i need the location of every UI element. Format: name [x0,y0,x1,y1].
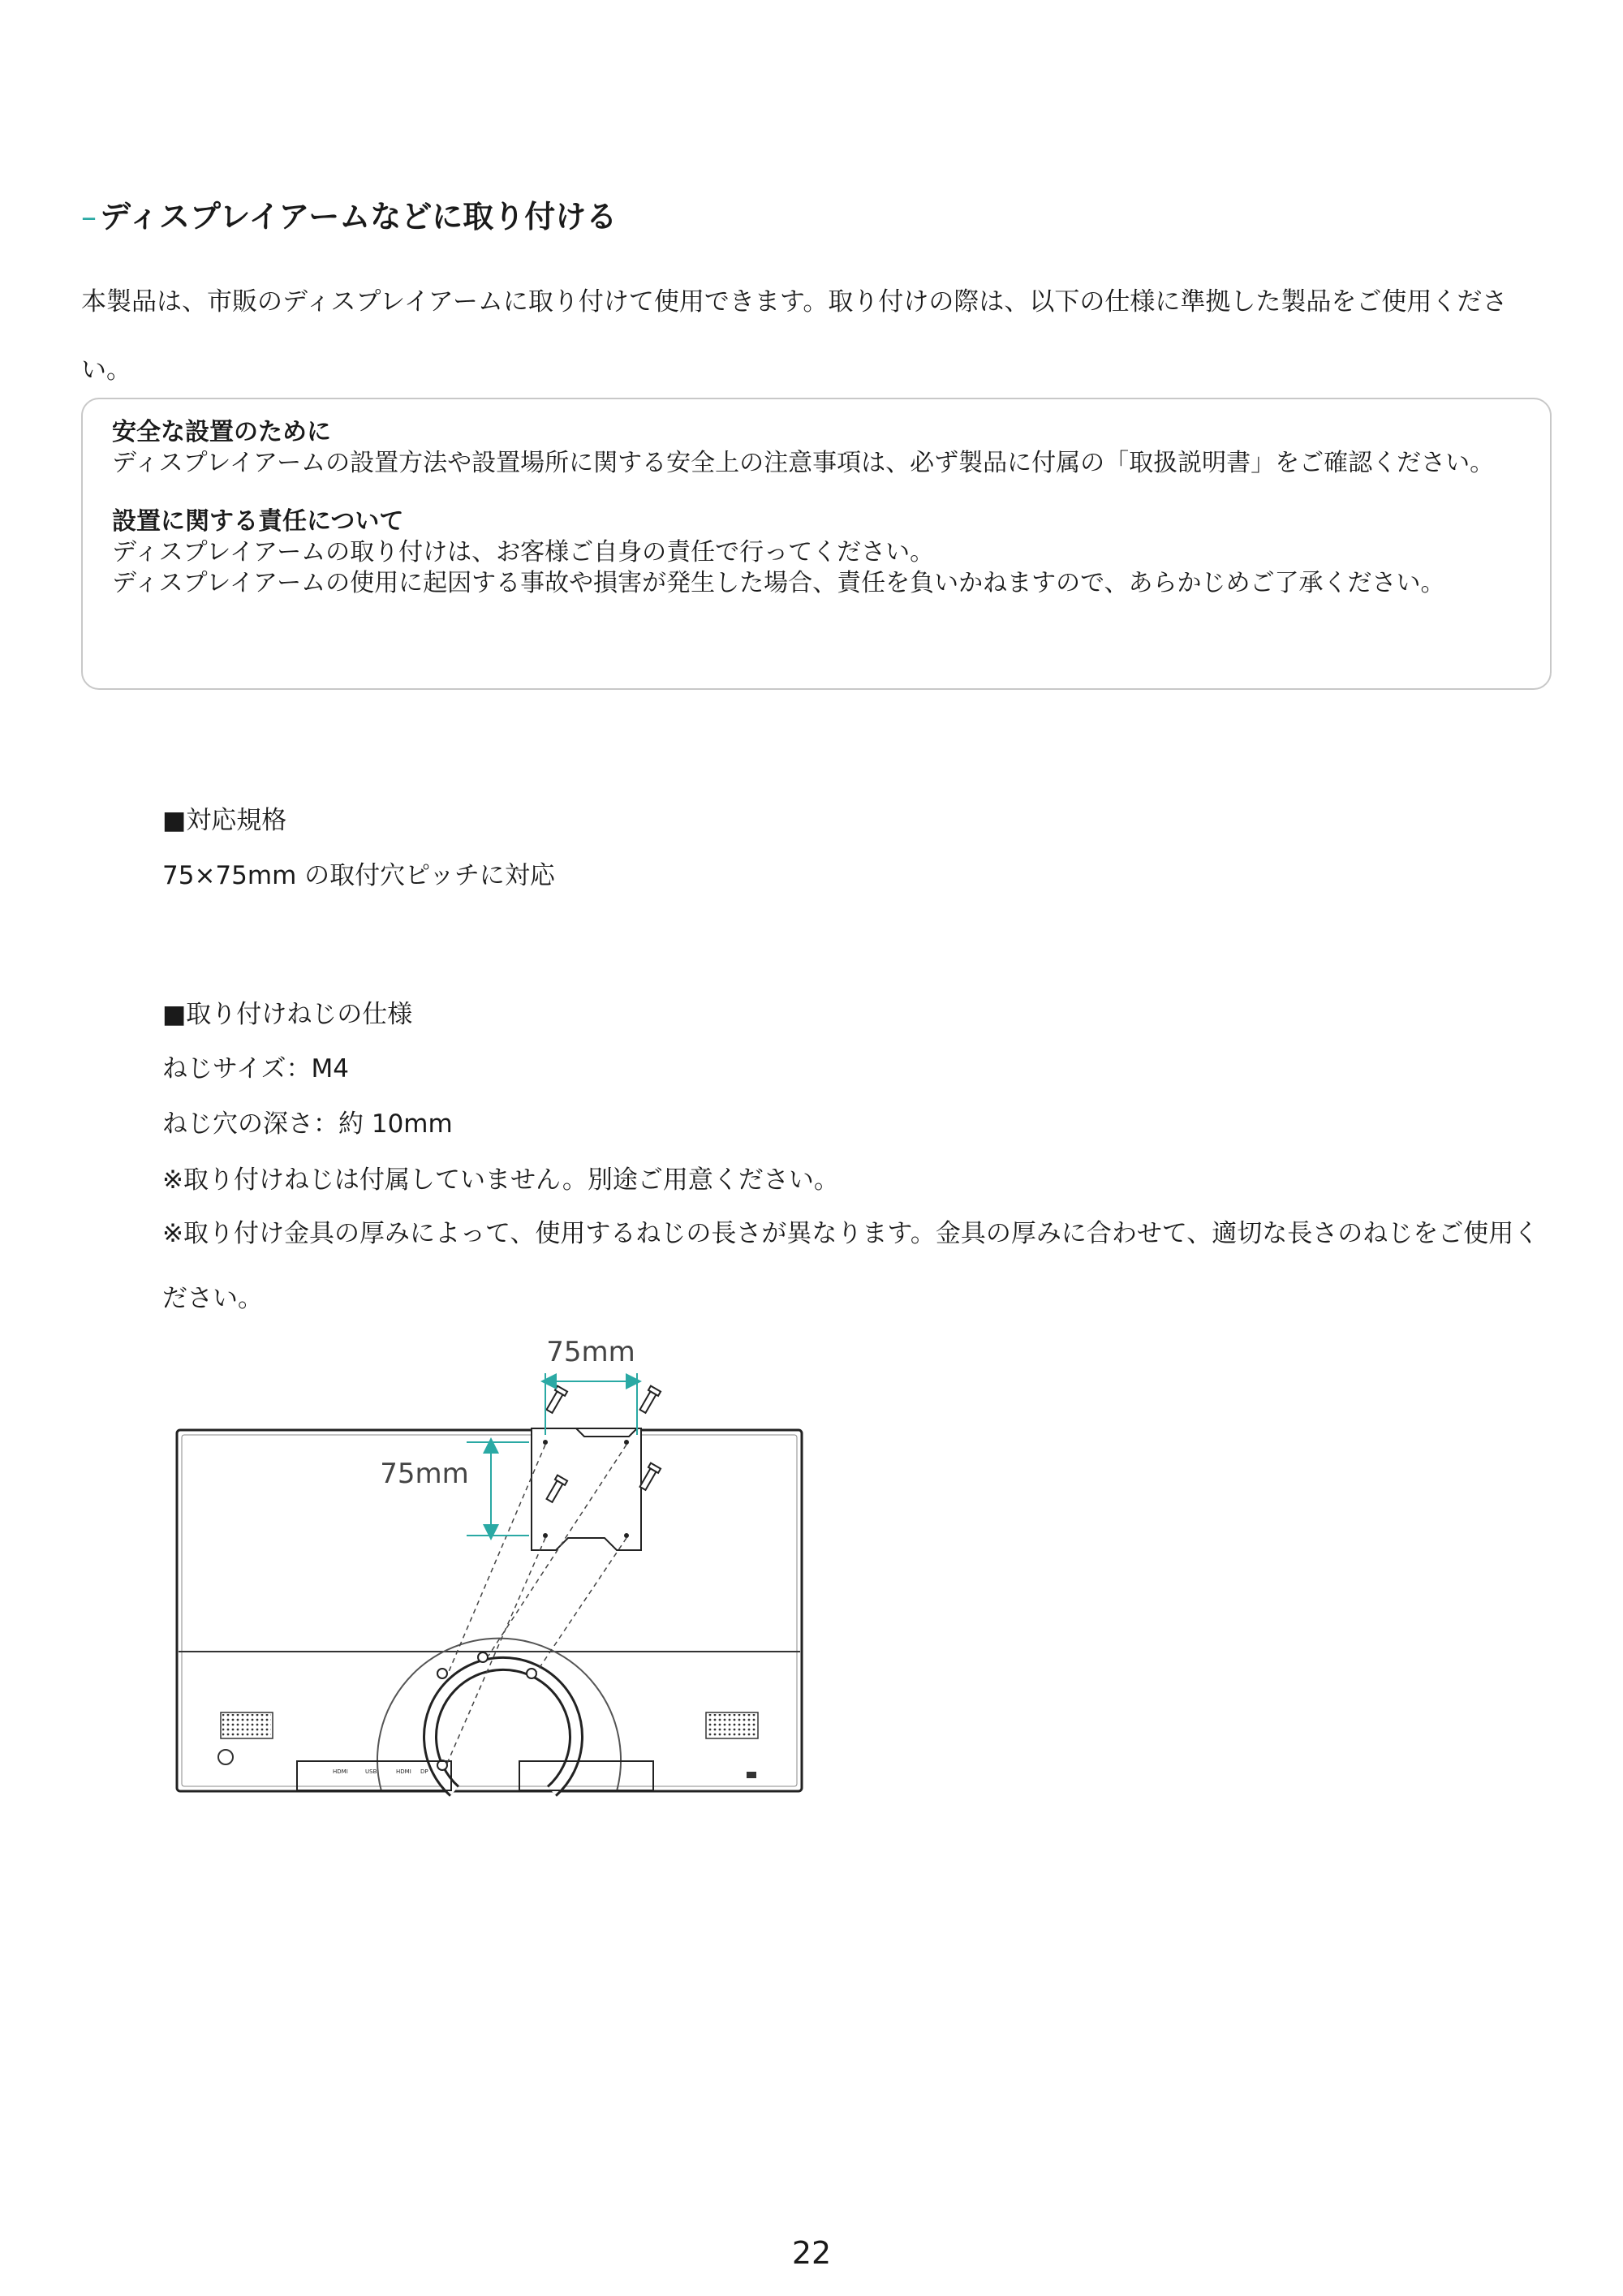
lock-slot [747,1772,756,1778]
port-label-hdmi-2: HDMI [396,1768,411,1775]
width-dimension [545,1336,637,1435]
intro-paragraph: 本製品は、市販のディスプレイアームに取り付けて使用できます。取り付けの際は、以下の仕様に準拠した製品をご使用ください。 [81,287,1508,385]
port-label-dp: DP [420,1768,428,1775]
spec-text: 75×75mm の取付穴ピッチに対応 [162,861,555,890]
left-vent-grille [221,1712,273,1738]
spec-heading: ■対応規格 [162,806,287,835]
notice-box [81,398,1552,690]
port-label-hdmi-1: HDMI [333,1768,348,1775]
vesa-mount-diagram [162,1323,812,1810]
right-vent-grille [706,1712,758,1738]
screw-note-2: ※取り付け金具の厚みによって、使用するねじの長さが異なります。金具の厚みに合わせて、適切な長さのねじをご使用ください。 [162,1219,1539,1313]
height-dimension [380,1442,529,1536]
safety-text: ディスプレイアームの設置方法や設置場所に関する安全上の注意事項は、必ず製品に付属の「取扱説明書」をご確認ください。 [112,449,1495,477]
monitor-outline [177,1430,802,1791]
responsibility-heading: 設置に関する責任について [112,507,404,536]
page-number: 22 [791,2235,832,2271]
port-label-usb: USB [365,1768,377,1775]
screw-heading: ■取り付けねじの仕様 [162,1000,413,1029]
screw-note-1: ※取り付けねじは付属していません。別途ご用意ください。 [162,1165,839,1195]
title-accent-dash: – [81,199,97,235]
safety-heading: 安全な設置のために [112,418,331,446]
power-button-icon [218,1750,233,1764]
responsibility-text-1: ディスプレイアームの取り付けは、お客様ご自身の責任で行ってください。 [112,538,935,566]
responsibility-text-2: ディスプレイアームの使用に起因する事故や損害が発生した場合、責任を負いかねますので、あらかじめご了承ください。 [112,569,1445,597]
section-title [81,192,617,236]
width-label: 75mm [546,1336,635,1368]
screw-size: ねじサイズ：M4 [162,1054,349,1083]
title-text: ディスプレイアームなどに取り付ける [100,199,618,235]
screw-depth: ねじ穴の深さ：約 10mm [162,1109,453,1139]
height-label: 75mm [380,1458,469,1490]
